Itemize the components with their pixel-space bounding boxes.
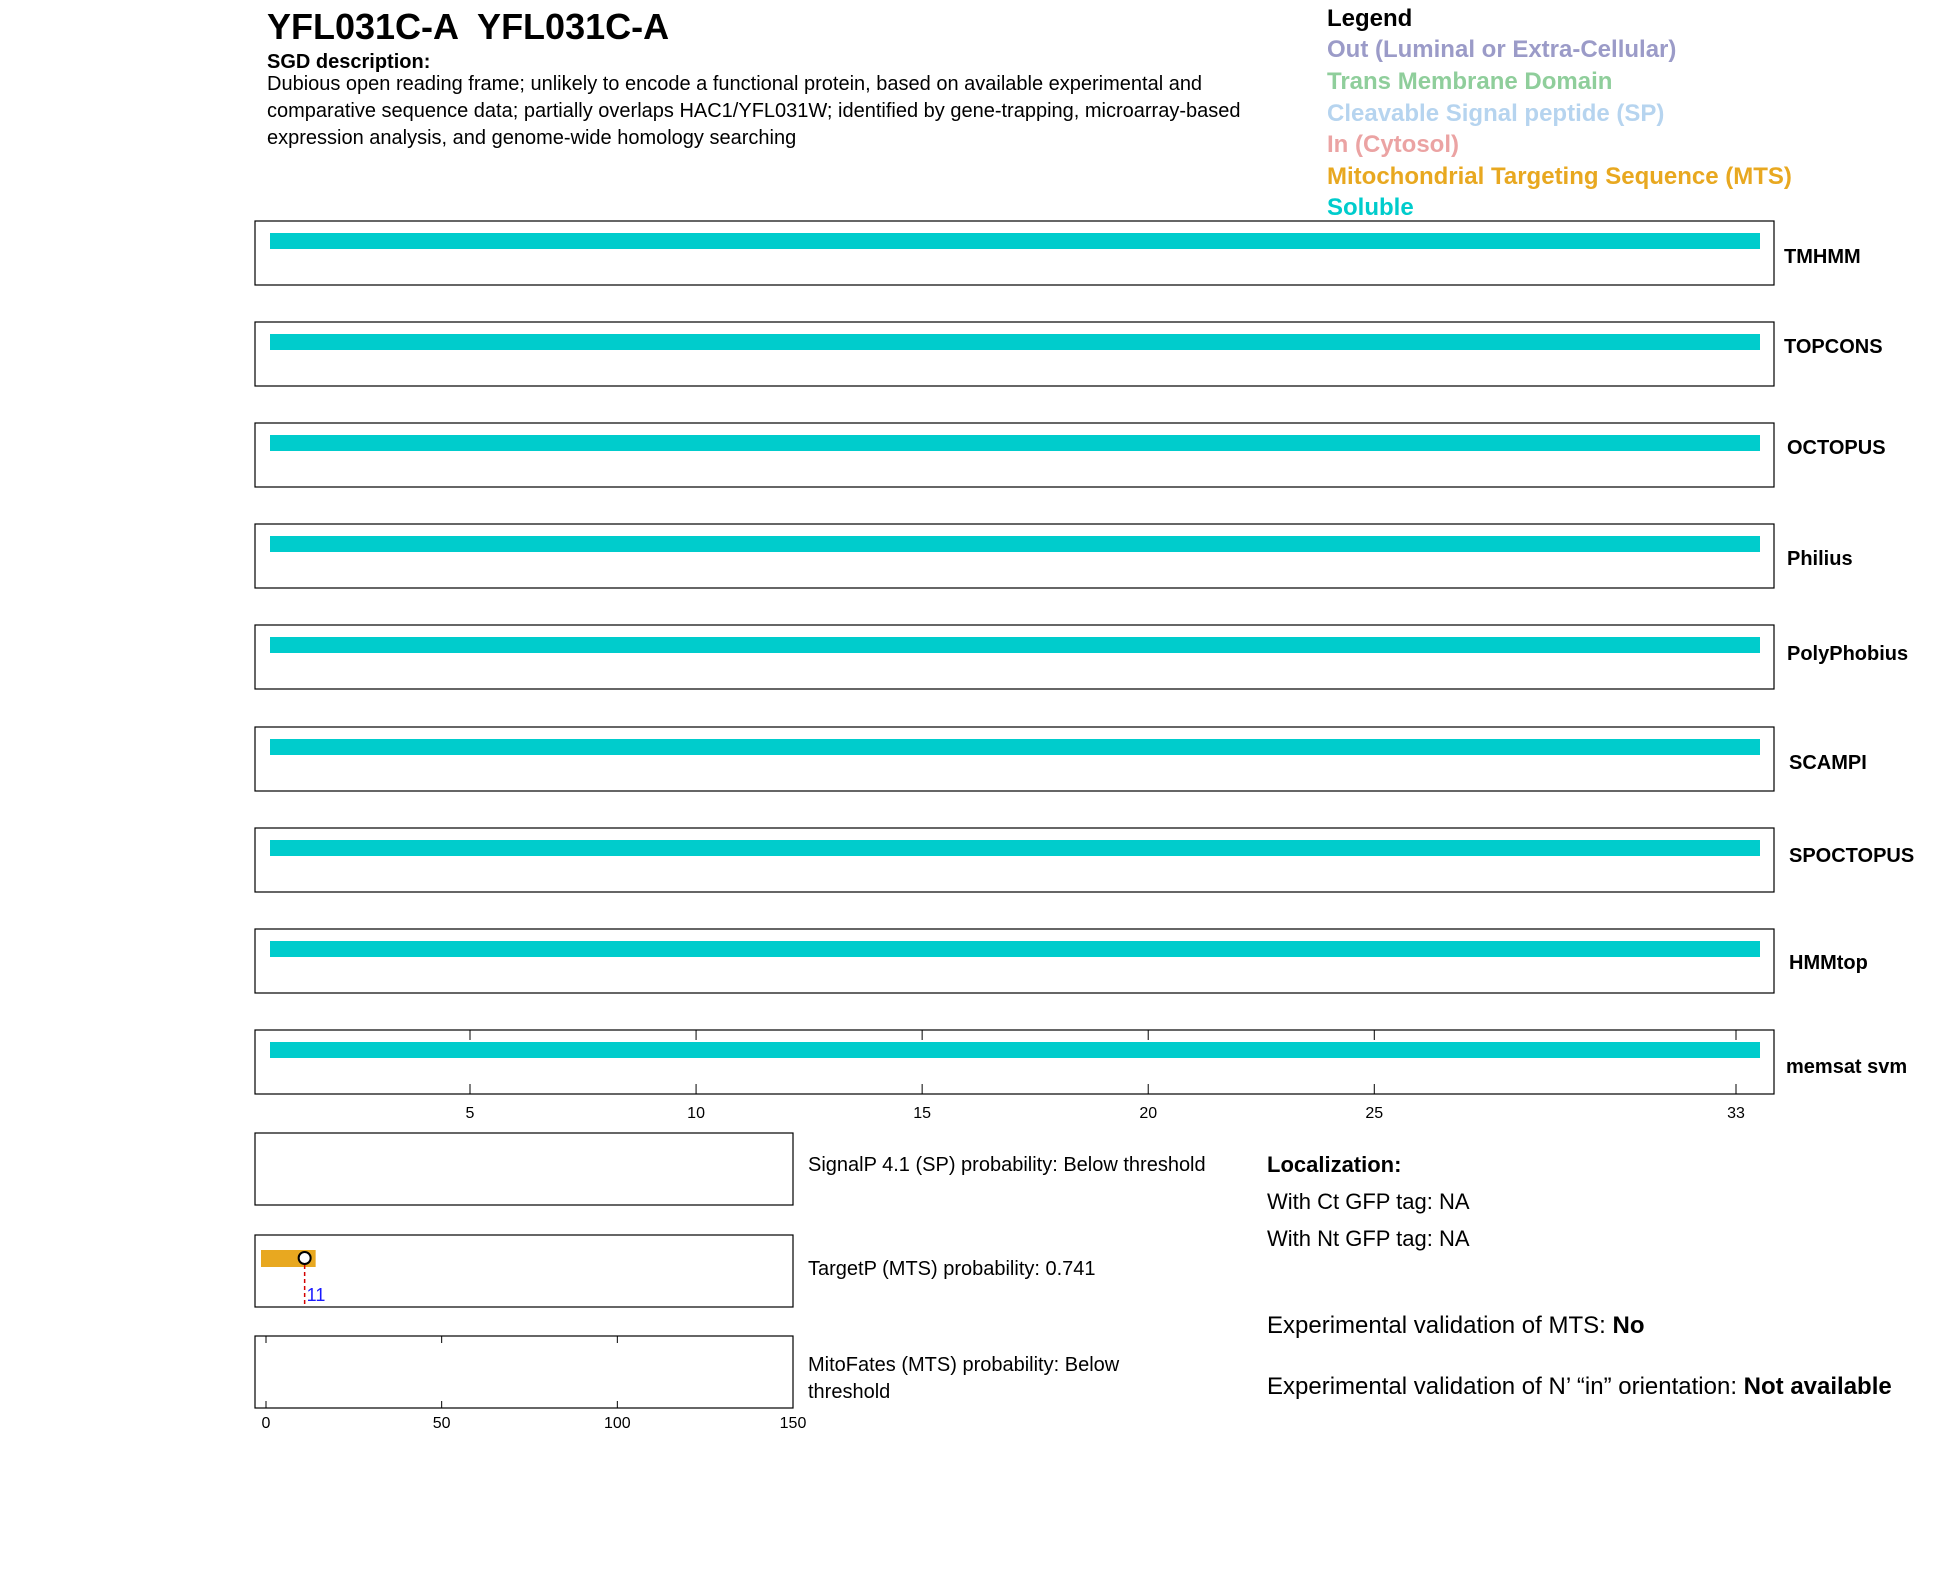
track-segment — [270, 941, 1760, 957]
nin-validation-label: Experimental validation of N’ “in” orientation: — [1267, 1373, 1744, 1400]
legend-item-sp: Cleavable Signal peptide (SP) — [1327, 100, 1665, 127]
track-label: PolyPhobius — [1787, 643, 1909, 665]
track-segment — [270, 1042, 1760, 1058]
prediction-panel-box — [255, 1235, 793, 1307]
x-tick-label: 0 — [261, 1415, 271, 1432]
track-segment — [270, 233, 1760, 249]
mts-validation-label: Experimental validation of MTS: — [1267, 1312, 1613, 1339]
track-label: HMMtop — [1789, 952, 1868, 974]
legend-item-mts: Mitochondrial Targeting Sequence (MTS) — [1327, 163, 1792, 190]
x-tick-label: 20 — [1139, 1105, 1158, 1122]
legend-item-in: In (Cytosol) — [1327, 131, 1459, 158]
track-label: memsat svm — [1786, 1056, 1908, 1078]
track-label: Philius — [1787, 548, 1853, 570]
ct-gfp-tag: With Ct GFP tag: NA — [1267, 1189, 1470, 1214]
mitofates-label-line2: threshold — [808, 1381, 891, 1403]
x-tick-label: 33 — [1727, 1105, 1745, 1122]
x-tick-label: 100 — [603, 1415, 631, 1432]
signalp-label: SignalP 4.1 (SP) probability: Below threshold — [808, 1154, 1206, 1176]
track-segment — [270, 334, 1760, 350]
nt-gfp-tag: With Nt GFP tag: NA — [1267, 1226, 1470, 1251]
nin-validation — [1267, 1371, 1907, 1403]
track-label: TOPCONS — [1784, 336, 1883, 358]
track-label: SPOCTOPUS — [1789, 845, 1915, 867]
x-tick-label: 25 — [1365, 1105, 1384, 1122]
cleavage-label: 11 — [306, 1285, 326, 1305]
cleavage-marker — [299, 1252, 311, 1264]
prediction-panel-box — [255, 1133, 793, 1205]
mts-validation — [1267, 1312, 1644, 1340]
track-segment — [270, 637, 1760, 653]
sgd-description-text: Dubious open reading frame; unlikely to encode a functional protein, based on available experimental and comparative sequence data; partially overlaps HAC1/YFL031W; identified by gene-trapping, microarray-based expression analysis, and genome-wide homology searching — [267, 73, 1241, 149]
track-label: OCTOPUS — [1787, 437, 1886, 459]
track-box — [255, 625, 1774, 689]
track-box — [255, 929, 1774, 993]
track-box — [255, 828, 1774, 892]
nin-validation-value: Not available — [1743, 1373, 1892, 1400]
x-tick-label: 50 — [432, 1415, 451, 1432]
prediction-panel-box — [255, 1336, 793, 1408]
track-box — [255, 423, 1774, 487]
x-tick-label: 10 — [687, 1105, 705, 1122]
sgd-description-label: SGD description: — [267, 51, 431, 73]
x-tick-label: 15 — [913, 1105, 932, 1122]
page-title: YFL031C-A YFL031C-A — [267, 6, 670, 47]
mitofates-label-line1: MitoFates (MTS) probability: Below — [808, 1354, 1120, 1376]
track-box — [255, 727, 1774, 791]
track-segment — [270, 536, 1760, 552]
track-box — [255, 1030, 1774, 1094]
mts-validation-value: No — [1612, 1312, 1645, 1339]
targetp-label: TargetP (MTS) probability: 0.741 — [808, 1258, 1096, 1280]
legend-item-soluble: Soluble — [1327, 194, 1414, 221]
legend-item-tm: Trans Membrane Domain — [1327, 68, 1613, 95]
track-box — [255, 322, 1774, 386]
localization-title: Localization: — [1267, 1152, 1402, 1177]
track-segment — [270, 840, 1760, 856]
track-box — [255, 524, 1774, 588]
track-segment — [270, 739, 1760, 755]
track-box — [255, 221, 1774, 285]
legend-title: Legend — [1327, 5, 1413, 32]
x-tick-label: 150 — [779, 1415, 807, 1432]
track-label: TMHMM — [1784, 246, 1861, 268]
track-label: SCAMPI — [1789, 752, 1867, 774]
track-segment — [270, 435, 1760, 451]
legend-item-out: Out (Luminal or Extra-Cellular) — [1327, 36, 1677, 63]
x-tick-label: 5 — [465, 1105, 475, 1122]
